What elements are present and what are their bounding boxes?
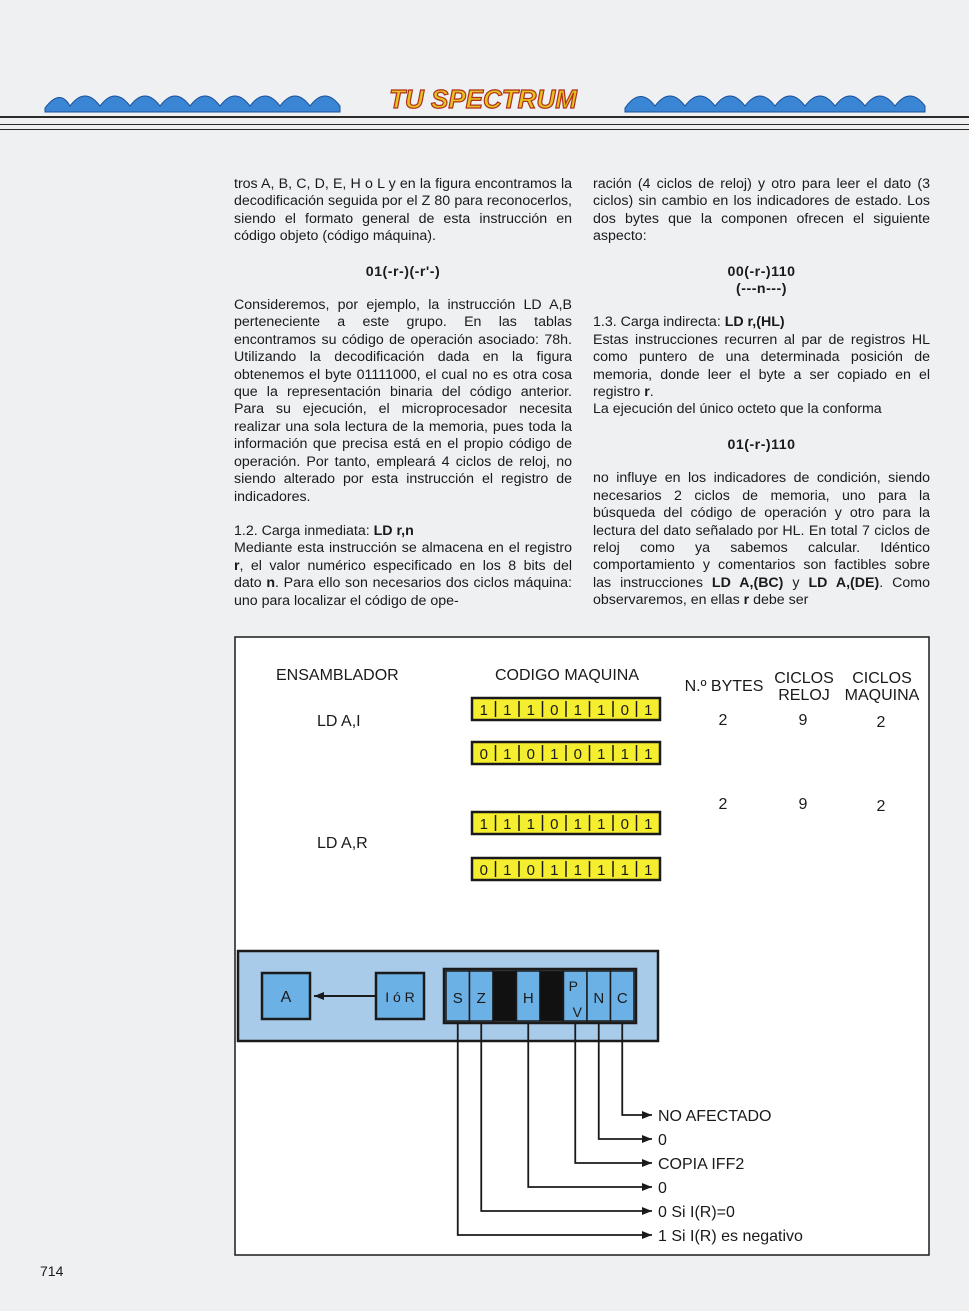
instruction-figure [234, 636, 930, 1256]
header-rule [0, 116, 969, 118]
num-bytes-value: 2 [718, 796, 728, 813]
ciclos-reloj-value: 9 [798, 796, 808, 813]
flag-effect-label: 0 Si I(R)=0 [658, 1204, 735, 1221]
paragraph: Mediante esta instrucción se almacena en el registro r, el valor numérico especificado en los 8 bits del dato n. Para ello son necesarios dos ciclos máquina: uno para localizar el código de ope- [234, 540, 572, 609]
register-a-label: A [280, 989, 292, 1006]
bit-value: 1 [526, 702, 535, 719]
bit-value: 0 [550, 702, 559, 719]
flag-label: N [593, 990, 605, 1007]
header-ensamblador: ENSAMBLADOR [276, 667, 399, 684]
flag-effect-label: 0 [658, 1132, 667, 1149]
bit-value: 1 [550, 746, 559, 763]
bit-value: 1 [597, 746, 606, 763]
bit-value: 1 [597, 816, 606, 833]
bit-value: 0 [479, 746, 488, 763]
bit-value: 0 [526, 746, 535, 763]
banner-wave-right [625, 96, 925, 112]
bit-value: 0 [573, 746, 582, 763]
header-ciclos-maquina: CICLOS [852, 670, 912, 687]
instruction-mnemonic: LD A,I [317, 713, 361, 730]
bit-value: 1 [503, 702, 512, 719]
page-number: 714 [40, 1263, 64, 1279]
paragraph: no influye en los indicadores de condición, siendo necesarios 2 ciclos de memoria, uno para la búsqueda del código de operación y otro para la lectura del dato señalado por HL. En total 7 ciclos de reloj como ya sabemos calcular. Idéntico comportamiento y comentarios son factibles sobre las instrucciones LD A,(BC) y LD A,(DE). Como observaremos, en ellas r debe ser [593, 470, 930, 609]
paragraph: Estas instrucciones recurren al par de registros HL como puntero de una determinada posición de memoria, donde leer el byte a ser copiado en el registro r. [593, 331, 930, 401]
bit-value: 1 [644, 816, 653, 833]
header-ciclos-maquina: MAQUINA [844, 687, 920, 704]
num-bytes-value: 2 [718, 712, 728, 729]
paragraph: Consideremos, por ejemplo, la instrucción LD A,B perteneciente a este grupo. En las tablas encontramos su código de operación asociado: 78h. Utilizando la decodificación dada en la figura obtenemos el byte 01111000, el cual no es otra cosa que la representación binaria del código anterior. Para su ejecución, el microprocesador necesita realizar una sola lectura de la memoria, pues toda la información que precisa está en el propio código de operación. Por tanto, empleará 4 ciclos de reloj, no siendo alterado por esta instrucción el registro de indicadores. [234, 297, 572, 505]
formula: 01(-r-)110 [727, 436, 796, 453]
flag-label: S [452, 990, 463, 1007]
bit-value: 1 [573, 702, 582, 719]
ciclos-maquina-value: 2 [876, 798, 886, 815]
formula: 00(-r-)110 [727, 263, 796, 280]
header-banner [40, 78, 930, 118]
bit-value: 1 [573, 816, 582, 833]
ciclos-reloj-value: 9 [798, 712, 808, 729]
bit-value: 1 [550, 862, 559, 879]
bit-value: 1 [503, 816, 512, 833]
bit-value: 1 [526, 816, 535, 833]
formula: 01(-r-)(-r'-) [365, 263, 441, 280]
header-ciclos-reloj: CICLOS [774, 670, 834, 687]
banner-wave-left [45, 96, 340, 112]
formula: (---n---) [736, 281, 787, 298]
text-column-left [234, 176, 572, 610]
flag-unused-bit [493, 971, 517, 1021]
banner-title: TU SPECTRUM [389, 84, 577, 114]
bit-value: 1 [644, 746, 653, 763]
bit-value: 1 [620, 746, 629, 763]
bit-value: 0 [479, 862, 488, 879]
flag-unused-bit [540, 971, 564, 1021]
ciclos-maquina-value: 2 [876, 714, 886, 731]
bit-value: 0 [620, 816, 629, 833]
section-heading: 1.2. Carga inmediata: LD r,n [234, 522, 414, 539]
bit-value: 1 [597, 862, 606, 879]
bit-value: 1 [597, 702, 606, 719]
bit-value: 1 [620, 862, 629, 879]
bit-value: 1 [644, 862, 653, 879]
instruction-mnemonic: LD A,R [317, 835, 368, 852]
flag-label: H [522, 990, 534, 1007]
flag-register [444, 969, 636, 1023]
paragraph: La ejecución del único octeto que la conforma [593, 401, 882, 418]
flag-effect-label: 1 Si I(R) es negativo [658, 1228, 803, 1245]
flag-effect-label: NO AFECTADO [658, 1108, 772, 1125]
flag-label: C [616, 990, 628, 1007]
section-heading: 1.3. Carga indirecta: LD r,(HL) [593, 314, 785, 331]
text-column-right [593, 176, 930, 610]
bit-value: 0 [620, 702, 629, 719]
bit-value: 1 [644, 702, 653, 719]
flag-label: Z [476, 990, 486, 1007]
bit-value: 1 [573, 862, 582, 879]
register-source-label: I ó R [385, 989, 415, 1005]
bit-value: 1 [503, 746, 512, 763]
header-rule [0, 124, 969, 125]
paragraph: tros A, B, C, D, E, H o L y en la figura encontramos la decodificación seguida por el Z 80 para reconocerlos, siendo el formato general de esta instrucción en código objeto (código máquina). [234, 176, 572, 245]
bit-value: 1 [479, 702, 488, 719]
flag-effect-label: COPIA IFF2 [658, 1156, 745, 1173]
flag-label: V [572, 1004, 582, 1020]
header-num-bytes: N.º BYTES [684, 678, 764, 695]
header-rule [0, 129, 969, 130]
bit-value: 0 [550, 816, 559, 833]
flag-label: P [568, 978, 578, 994]
header-ciclos-reloj: RELOJ [778, 687, 830, 704]
paragraph: ración (4 ciclos de reloj) y otro para leer el dato (3 ciclos) sin cambio en los indicadores de estado. Los dos bytes que la componen ofrecen el siguiente aspecto: [593, 176, 930, 245]
flag-effect-label: 0 [658, 1180, 667, 1197]
bit-value: 1 [503, 862, 512, 879]
header-codigo-maquina: CODIGO MAQUINA [494, 667, 640, 684]
bit-value: 1 [479, 816, 488, 833]
bit-value: 0 [526, 862, 535, 879]
